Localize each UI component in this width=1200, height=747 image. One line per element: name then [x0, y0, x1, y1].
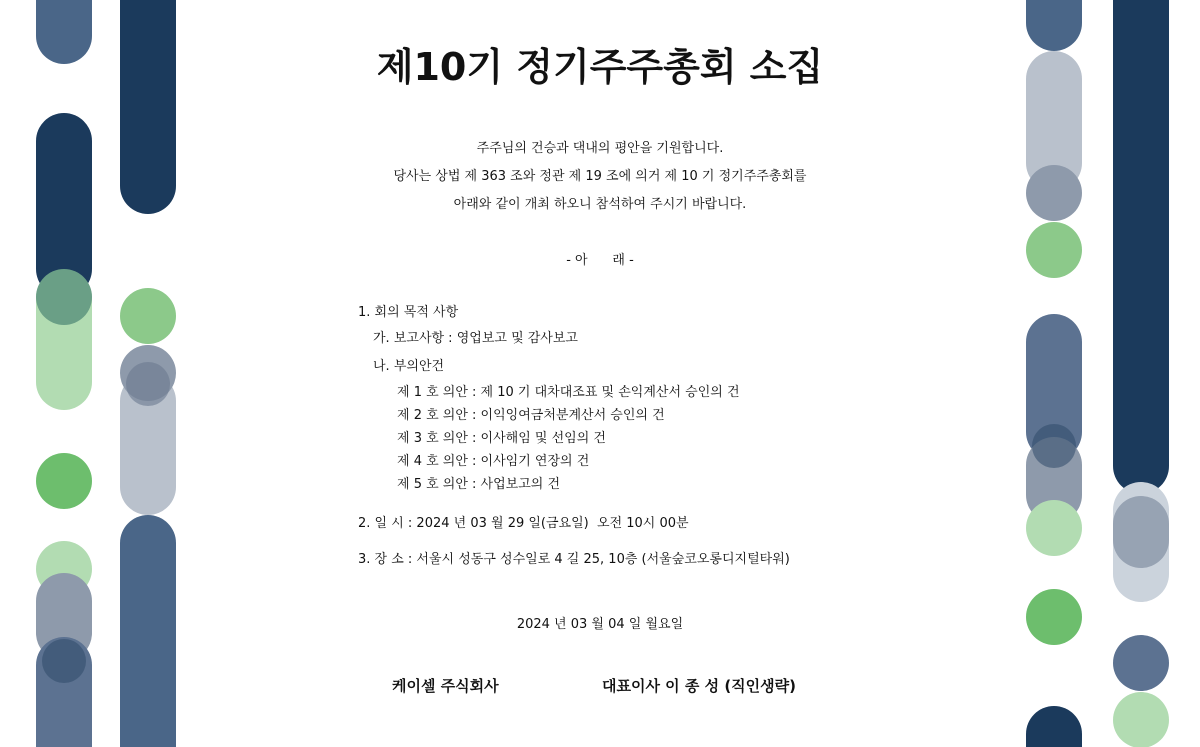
notice-date: 2024 년 03 월 04 일 월요일	[516, 617, 684, 632]
agenda-item: 제 2 호 의안 : 이익잉여금처분계산서 승인의 건	[397, 408, 665, 423]
agenda-report: 가. 보고사항 : 영업보고 및 감사보고	[373, 331, 578, 346]
intro-line-2: 당사는 상법 제 363 조와 정관 제 19 조에 의거 제 10 기 정기주주총회를	[393, 169, 807, 184]
meeting-venue: 3. 장 소 : 서울시 성동구 성수일로 4 길 25, 10층 (서울숲코오롱디지털타워)	[358, 552, 790, 567]
agenda-item: 제 1 호 의안 : 제 10 기 대차대조표 및 손익계산서 승인의 건	[397, 385, 740, 400]
company-name: 케이셀 주식회사	[392, 677, 499, 695]
agenda-item: 제 3 호 의안 : 이사해임 및 선임의 건	[397, 431, 606, 446]
meeting-datetime: 2. 일 시 : 2024 년 03 월 29 일(금요일) 오전 10시 00분	[358, 516, 689, 531]
ceo-signature: 대표이사 이 종 성 (직인생략)	[602, 677, 796, 695]
page-title: 제10기 정기주주총회 소집	[376, 45, 824, 89]
agenda-item: 제 5 호 의안 : 사업보고의 건	[397, 477, 561, 492]
intro-line-1: 주주님의 건승과 댁내의 평안을 기원합니다.	[476, 141, 724, 156]
separator-label: - 아 래 -	[566, 253, 634, 268]
agenda-item: 제 4 호 의안 : 이사임기 연장의 건	[397, 454, 590, 469]
agenda-heading: 1. 회의 목적 사항	[358, 305, 459, 320]
intro-line-3: 아래와 같이 개최 하오니 참석하여 주시기 바랍니다.	[453, 197, 747, 212]
agenda-resolution-heading: 나. 부의안건	[373, 359, 445, 374]
